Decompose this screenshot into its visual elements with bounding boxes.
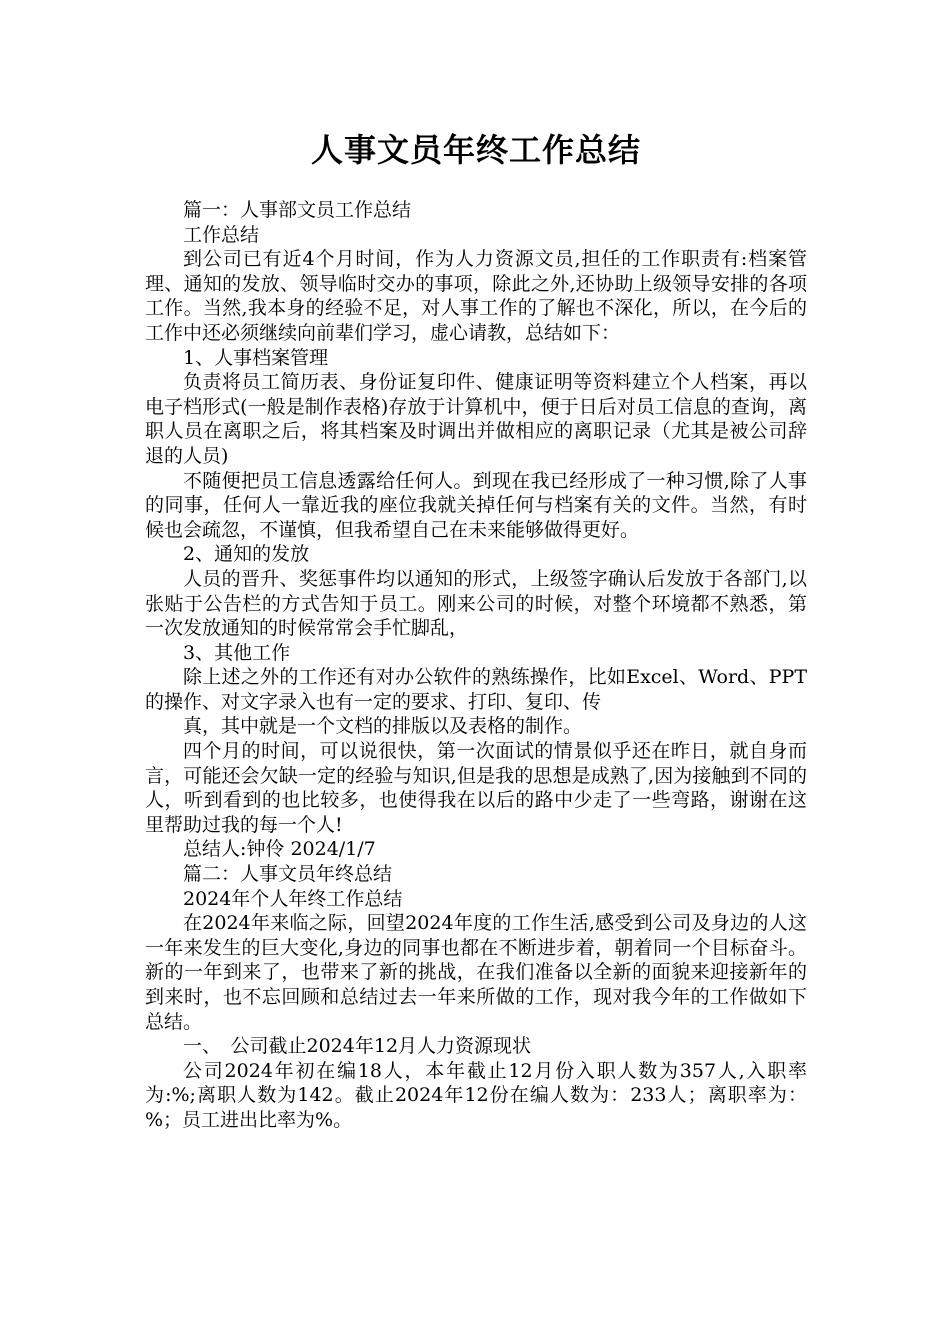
section-heading: 篇一：人事部文员工作总结 — [183, 199, 412, 221]
section-heading: 篇二：人事文员年终总结 — [183, 863, 393, 886]
body-paragraph: 到公司已有近4个月时间，作为人力资源文员,担任的工作职责有:档案管理、通知的发放、领导临时交办的事项，除此之外,还协助上级领导安排的各项工作。当然,我本身的经验不足，对人事工作的了解也不深化，所以，在今后的工作中还必须继续向前辈们学习，虚心请教，总结如下： — [145, 248, 807, 344]
body-paragraph: 人员的晋升、奖惩事件均以通知的形式，上级签字确认后发放于各部门,以张贴于公告栏的方式告知于员工。刚来公司的时候，对整个环境都不熟悉，第一次发放通知的时候常常会手忙脚乱， — [145, 567, 807, 640]
subheading: 工作总结 — [183, 223, 260, 246]
body-paragraph: 四个月的时间，可以说很快，第一次面试的情景似乎还在昨日，就自身而言，可能还会欠缺一定的经验与知识,但是我的思想是成熟了,因为接触到不同的人，听到看到的也比较多，也使得我在以后的路中少走了一些弯路，谢谢在这里帮助过我的每一个人! — [145, 740, 807, 836]
signature-line: 总结人:钟伶 2024/1/7 — [183, 838, 376, 861]
body-paragraph: 负责将员工简历表、身份证复印件、健康证明等资料建立个人档案，再以电子档形式(一般是制作表格)存放于计算机中，便于日后对员工信息的查询，离职人员在离职之后，将其档案及时调出并做相应的离职记录（尤其是被公司辞退的人员) — [145, 371, 807, 467]
subheading: 2024年个人年终工作总结 — [183, 887, 403, 910]
body-paragraph: 真，其中就是一个文档的排版以及表格的制作。 — [183, 715, 583, 738]
body-paragraph: 除上述之外的工作还有对办公软件的熟练操作，比如Excel、Word、PPT的操作、对文字录入也有一定的要求、打印、复印、传 — [145, 666, 807, 713]
list-heading: 3、其他工作 — [183, 641, 291, 664]
document-title: 人事文员年终工作总结 — [310, 131, 641, 169]
list-heading: 1、人事档案管理 — [183, 346, 329, 369]
document-body — [145, 198, 807, 1133]
list-heading: 2、通知的发放 — [183, 543, 310, 566]
document-page — [145, 128, 807, 1133]
body-paragraph: 在2024年来临之际，回望2024年度的工作生活,感受到公司及身边的人这一年来发生的巨大变化,身边的同事也都在不断进步着，朝着同一个目标奋斗。新的一年到来了，也带来了新的挑战，在我们准备以全新的面貌来迎接新年的到来时，也不忘回顾和总结过去一年来所做的工作，现对我今年的工作做如下总结。 — [145, 912, 807, 1033]
body-paragraph: 公司2024年初在编18人，本年截止12月份入职人数为357人,入职率为:%;离职人数为142。截止2024年12份在编人数为：233人；离职率为：%；员工进出比率为%。 — [145, 1059, 807, 1131]
list-heading: 一、 公司截止2024年12月人力资源现状 — [183, 1035, 532, 1058]
body-paragraph: 不随便把员工信息透露给任何人。到现在我已经形成了一种习惯,除了人事的同事，任何人一靠近我的座位我就关掉任何与档案有关的文件。当然，有时候也会疏忽，不谨慎，但我希望自己在未来能够做得更好。 — [145, 469, 807, 541]
